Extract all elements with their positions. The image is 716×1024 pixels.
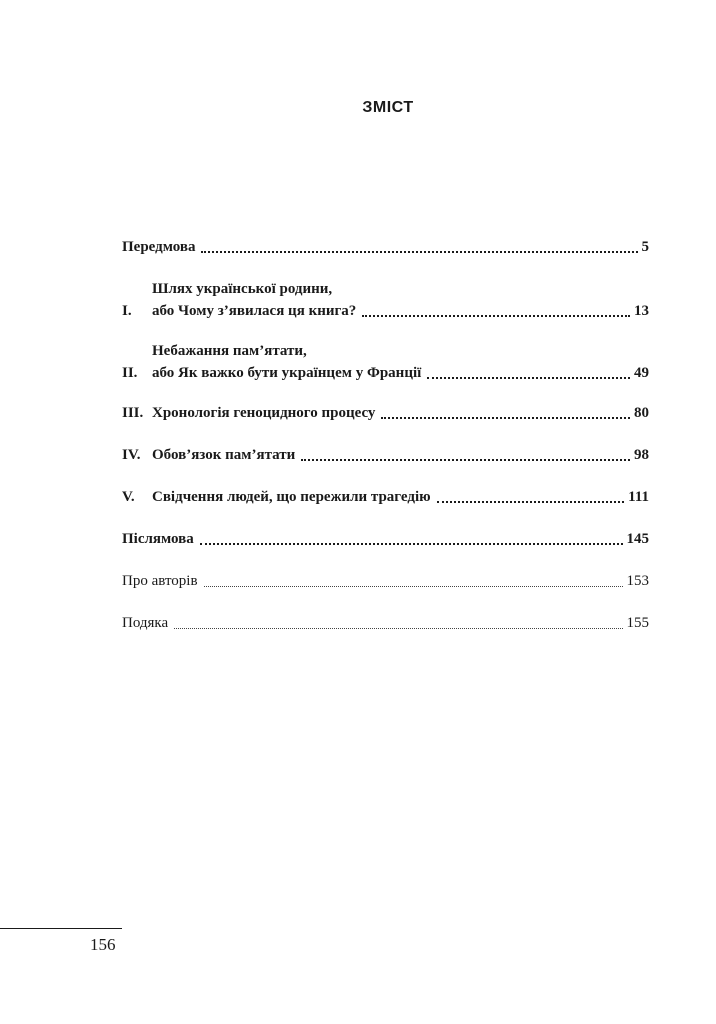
toc-entry-number: III. [122, 405, 144, 421]
toc-entry[interactable] [122, 444, 649, 466]
toc-entry-title [152, 402, 375, 424]
toc-entry-title [122, 612, 168, 634]
dot-leader [200, 543, 623, 545]
toc-entry-title [122, 528, 194, 550]
toc-entry[interactable] [122, 612, 649, 634]
toc-entry-title [122, 570, 198, 592]
page-title: ЗМІСТ [362, 99, 414, 116]
toc-entry-title-line: Шлях української родини, [152, 281, 333, 297]
footer-page-number: 156 [90, 935, 116, 954]
toc-entry-page-number: 98 [634, 447, 649, 463]
toc-entry-title-line: Передмова [122, 239, 196, 255]
toc-entry-title-line: або Чому з’явилася ця книга? [152, 303, 357, 319]
dot-leader [437, 501, 625, 503]
dot-leader [174, 628, 622, 629]
toc-entry-title-line: Обов’язок пам’ятати [152, 447, 296, 463]
toc-entry-title [152, 486, 431, 508]
toc-entry-title [152, 278, 356, 322]
footer-rule [0, 928, 122, 929]
toc-entry-title-line: Небажання пам’ятати, [152, 343, 307, 359]
toc-entry-title-line: Післямова [122, 531, 194, 547]
toc-entry-number: II. [122, 365, 138, 381]
toc-entry-page-number: 49 [634, 365, 649, 381]
dot-leader [362, 315, 630, 317]
toc-entry[interactable] [122, 236, 649, 258]
toc-entry[interactable] [122, 570, 649, 592]
toc-entry-page-number: 145 [626, 531, 649, 547]
toc-entry-title-line: Подяка [122, 615, 169, 631]
toc-entry[interactable] [122, 340, 649, 384]
toc-entry-page-number: 153 [626, 573, 649, 589]
toc-entry[interactable] [122, 486, 649, 508]
toc-entry[interactable] [122, 278, 649, 322]
toc-entry-title-line: або Як важко бути українцем у Франції [152, 365, 422, 381]
toc-entry-title [152, 340, 421, 384]
dot-leader [381, 417, 630, 419]
dot-leader [201, 251, 637, 253]
toc-entry-title-line: Про авторів [122, 573, 198, 589]
toc-entry-number: I. [122, 303, 132, 319]
toc-entry-page-number: 111 [628, 489, 649, 505]
dot-leader [301, 459, 630, 461]
toc-entry-title-line: Свідчення людей, що пережили трагедію [152, 489, 431, 505]
toc-entry-page-number: 5 [641, 239, 649, 255]
toc-entry[interactable] [122, 528, 649, 550]
toc-entry-number: IV. [122, 447, 141, 463]
dot-leader [427, 377, 630, 379]
toc-entry-title-line: Хронологія геноцидного процесу [152, 405, 376, 421]
toc-entry[interactable] [122, 402, 649, 424]
dot-leader [204, 586, 623, 587]
toc-entry-number: V. [122, 489, 135, 505]
toc-entry-page-number: 80 [634, 405, 649, 421]
toc-entry-title [152, 444, 295, 466]
toc-entry-title [122, 236, 195, 258]
toc-entry-page-number: 155 [626, 615, 649, 631]
toc-entry-page-number: 13 [634, 303, 649, 319]
